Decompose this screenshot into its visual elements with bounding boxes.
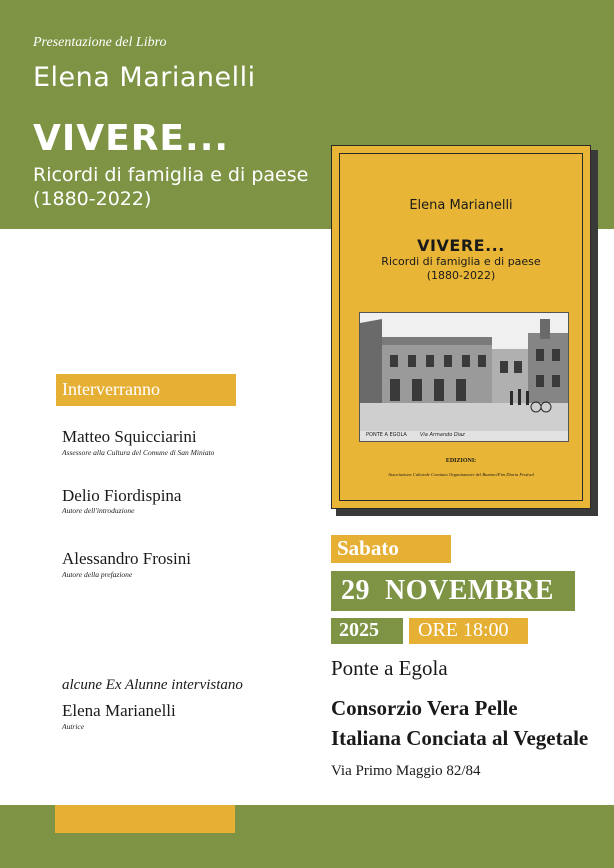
- event-year: 2025: [339, 619, 379, 641]
- interview-label: alcune Ex Alunne intervistano: [62, 677, 243, 693]
- speaker-role-2: Autore dell'introduzione: [62, 506, 135, 515]
- event-day: Sabato: [337, 536, 399, 560]
- speaker-role-3: Autore della prefazione: [62, 570, 133, 579]
- cover-photo: [359, 312, 569, 442]
- cover-edition-label: EDIZIONI:: [445, 458, 477, 464]
- cover-title: VIVERE...: [417, 236, 505, 255]
- author-name: Elena Marianelli: [33, 62, 256, 93]
- tagline-line-2: (1880-2022): [33, 188, 152, 210]
- cover-tagline: [340, 255, 582, 283]
- speaker-name-2: Delio Fiordispina: [62, 486, 182, 505]
- book-title: VIVERE...: [33, 118, 230, 159]
- speaker-name-1: Matteo Squicciarini: [62, 427, 197, 446]
- cover-tagline-line-1: Ricordi di famiglia e di paese: [381, 255, 541, 268]
- interviewee-name: Elena Marianelli: [62, 701, 176, 720]
- footer-accent-bar: [55, 805, 235, 833]
- speaker-name-3: Alessandro Frosini: [62, 549, 191, 568]
- photo-caption-right: Via Armando Diaz: [420, 432, 465, 438]
- speakers-label: Interverranno: [62, 379, 160, 399]
- photo-caption-left: PONTE A EGOLA: [366, 432, 407, 438]
- venue-line-1: Consorzio Vera Pelle: [331, 696, 518, 720]
- book-cover: [331, 145, 591, 509]
- event-date: 29 NOVEMBRE: [341, 575, 554, 606]
- venue-line-2: Italiana Conciata al Vegetale: [331, 726, 589, 750]
- speaker-role-1: Assessore alla Cultura del Comune di San Miniato: [62, 448, 215, 457]
- cover-tagline-line-2: (1880-2022): [426, 269, 496, 282]
- book-tagline: [33, 163, 308, 211]
- cover-edition-text: Associazione Culturale Comitato Organizzatore del Buzzino/Fim Diaria Festival: [388, 472, 534, 477]
- interviewee-role: Autrice: [62, 722, 85, 731]
- tagline-line-1: Ricordi di famiglia e di paese: [33, 164, 309, 186]
- street-photo-illustration: [360, 313, 568, 441]
- presentation-subtitle: Presentazione del Libro: [33, 35, 167, 50]
- event-address: Via Primo Maggio 82/84: [331, 763, 481, 779]
- cover-author: Elena Marianelli: [409, 198, 513, 213]
- event-time: ORE 18:00: [418, 619, 509, 641]
- event-venue: [331, 693, 588, 753]
- cover-frame: [339, 153, 583, 501]
- event-place: Ponte a Egola: [331, 656, 448, 680]
